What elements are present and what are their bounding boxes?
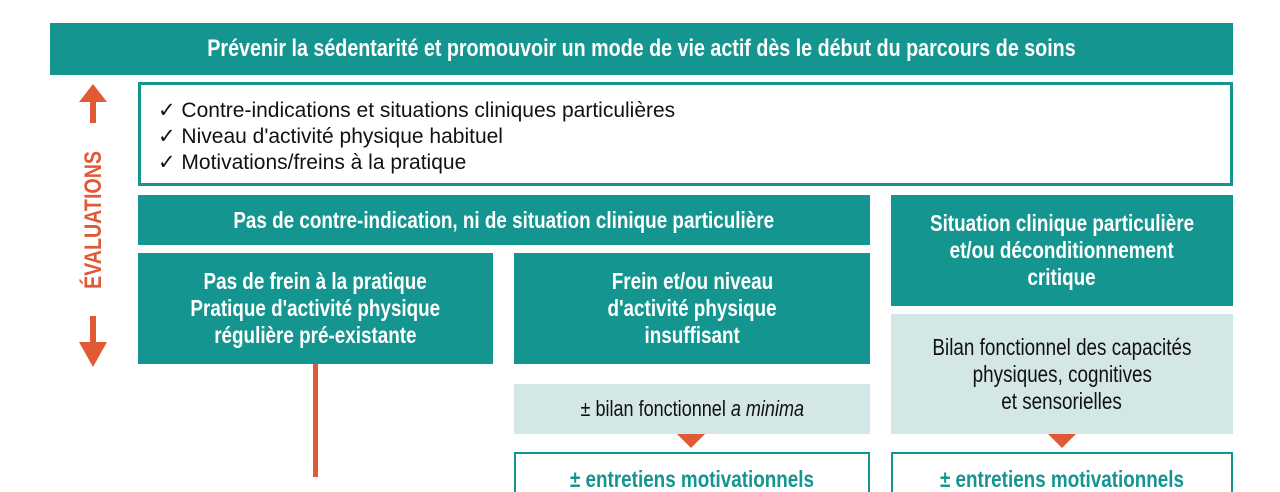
down-arrow-right [1048, 434, 1076, 448]
branch-left-title: Pas de contre-indication, ni de situation clinique particulière [233, 206, 775, 233]
header-title: Prévenir la sédentarité et promouvoir un mode de vie actif dès le début du parcours de soins [207, 35, 1076, 62]
brake-line: d'activité physique [607, 295, 777, 321]
connector-line [313, 364, 318, 477]
evaluations-arrow [70, 84, 116, 368]
side-label: ÉVALUATIONS [79, 150, 107, 290]
min-bilan-emph: a minima [730, 396, 804, 421]
min-bilan-box [514, 384, 870, 434]
mid-bottom-text: ± entretiens motivationnels [569, 466, 815, 492]
checklist-item: ✓ Motivations/freins à la pratique [158, 151, 467, 174]
no-brake-line: régulière pré-existante [214, 322, 417, 348]
brake-line: insuffisant [644, 322, 740, 348]
brake-box [514, 253, 870, 364]
header-bar [50, 23, 1233, 75]
branch-left-header [138, 195, 870, 245]
no-brake-line: Pratique d'activité physique [190, 295, 441, 321]
arrow-head-down [79, 342, 107, 367]
checklist-item: ✓ Contre-indications et situations cliniques particulières [158, 99, 676, 122]
arrow-shaft-bottom [90, 316, 96, 342]
branch-right-line: et/ou déconditionnement [949, 237, 1175, 263]
brake-line: Frein et/ou niveau [611, 268, 773, 294]
arrow-head-up [79, 84, 107, 102]
branch-right-line: critique [1027, 264, 1097, 290]
right-bottom-box [891, 452, 1233, 492]
min-bilan-text [580, 396, 804, 422]
full-bilan-line: Bilan fonctionnel des capacités [932, 333, 1192, 360]
full-bilan-line: et sensorielles [1001, 387, 1123, 414]
no-brake-line: Pas de frein à la pratique [203, 268, 428, 294]
down-arrow-mid [677, 434, 705, 448]
branch-right-line: Situation clinique particulière [929, 210, 1195, 236]
no-brake-box [138, 253, 493, 364]
checklist-box [138, 82, 1233, 186]
branch-right-header [891, 195, 1233, 306]
full-bilan-box [891, 314, 1233, 434]
min-bilan-prefix: ± bilan fonctionnel [580, 396, 731, 421]
arrow-shaft-top [90, 101, 96, 123]
right-bottom-text: ± entretiens motivationnels [939, 466, 1185, 492]
full-bilan-line: physiques, cognitives [972, 360, 1152, 387]
checklist-item: ✓ Niveau d'activité physique habituel [158, 125, 503, 148]
mid-bottom-box [514, 452, 870, 492]
